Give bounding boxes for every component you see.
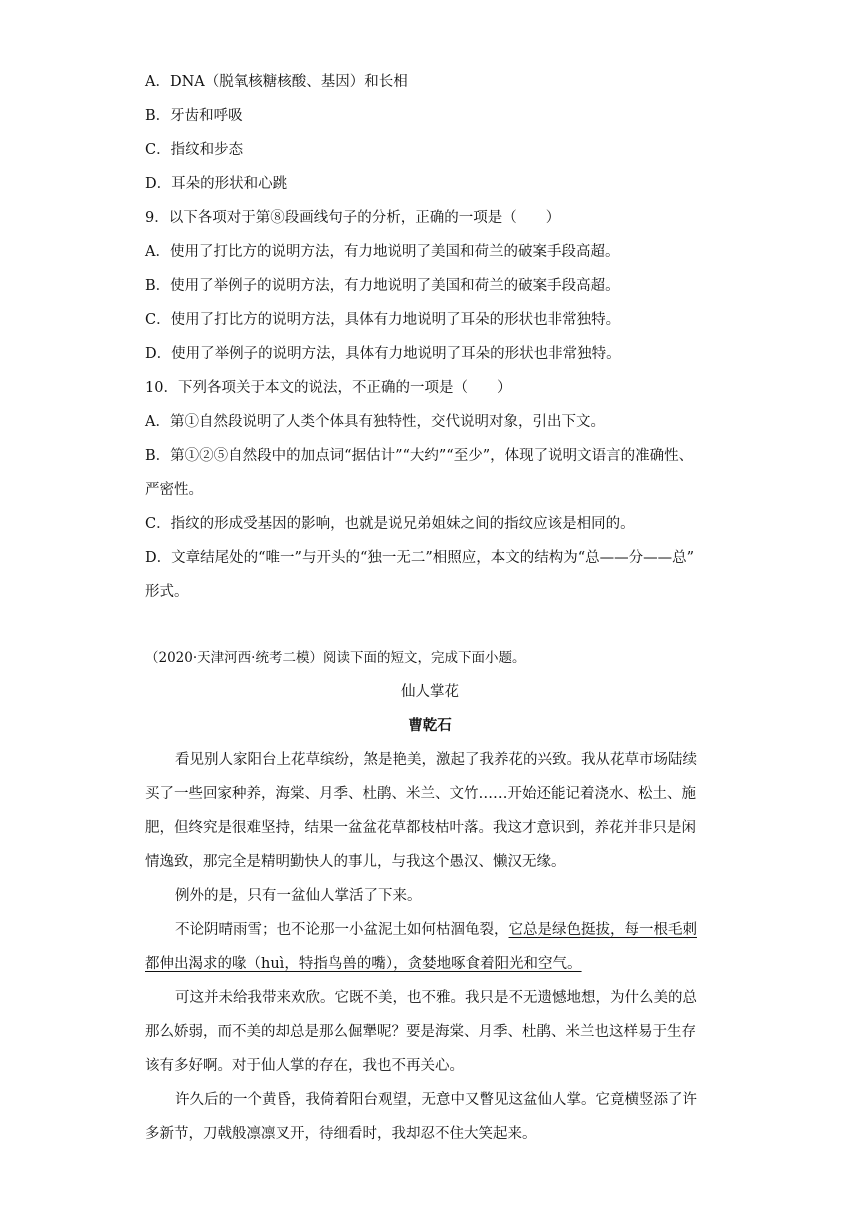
q10-option-a: A．第①自然段说明了人类个体具有独特性，交代说明对象，引出下文。 (145, 414, 605, 430)
q8-option-b: B．牙齿和呼吸 (145, 108, 243, 124)
q10-option-d-line1: D．文章结尾处的“唯一”与开头的“独一无二”相照应，本文的结构为“总——分——总” (145, 550, 695, 566)
q10-option-b-line1: B．第①②⑤自然段中的加点词“据估计”“大约”“至少”，体现了说明文语言的准确性、 (145, 448, 694, 464)
q8-option-d: D．耳朵的形状和心跳 (145, 176, 288, 192)
paragraph-5-line-1: 许久后的一个黄昏，我倚着阳台观望，无意中又瞥见这盆仙人掌。它竟横竖添了许 (175, 1092, 697, 1108)
q8-option-c: C．指纹和步态 (145, 142, 244, 158)
q8-option-a: A．DNA（脱氧核糖核酸、基因）和长相 (145, 74, 408, 90)
paragraph-2: 例外的是，只有一盆仙人掌活了下来。 (175, 888, 422, 904)
paragraph-3-plain-text: 不论阴晴雨雪；也不论那一小盆泥土如何枯涸龟裂， (175, 922, 509, 938)
paragraph-4-line-1: 可这并未给我带来欢欣。它既不美，也不雅。我只是不无遗憾地想，为什么美的总 (175, 990, 697, 1006)
q9-stem: 9．以下各项对于第⑧段画线句子的分析，正确的一项是（ ） (145, 210, 561, 226)
paragraph-4-line-3: 该有多好啊。对于仙人掌的存在，我也不再关心。 (145, 1058, 464, 1074)
passage-title: 仙人掌花 (401, 684, 459, 700)
q10-option-d-line2: 形式。 (145, 584, 189, 600)
q9-option-d: D．使用了举例子的说明方法，具体有力地说明了耳朵的形状也非常独特。 (145, 346, 621, 362)
underlined-sentence-part-2: 都伸出渴求的喙（huì，特指鸟兽的嘴），贪婪地啄食着阳光和空气。 (145, 956, 582, 972)
paragraph-1-line-2: 买了一些回家种养，海棠、月季、杜鹃、米兰、文竹……开始还能记着浇水、松土、施 (145, 786, 696, 802)
q10-option-b-line2: 严密性。 (145, 482, 203, 498)
q9-option-a: A．使用了打比方的说明方法，有力地说明了美国和荷兰的破案手段高超。 (145, 244, 620, 260)
q10-stem: 10．下列各项关于本文的说法，不正确的一项是（ ） (145, 380, 512, 396)
paragraph-3-line-2 (145, 954, 725, 974)
q9-option-b: B．使用了举例子的说明方法，有力地说明了美国和荷兰的破案手段高超。 (145, 278, 620, 294)
reading-source: （2020·天津河西·统考二模）阅读下面的短文，完成下面小题。 (145, 650, 526, 666)
paragraph-1-line-3: 肥，但终究是很难坚持，结果一盆盆花草都枝枯叶落。我这才意识到，养花并非只是闲 (145, 820, 696, 836)
paragraph-3-line-1 (175, 920, 755, 940)
paragraph-1-line-1: 看见别人家阳台上花草缤纷，煞是艳美，激起了我养花的兴致。我从花草市场陆续 (175, 752, 697, 768)
passage-author: 曹乾石 (408, 717, 452, 734)
paragraph-1-line-4: 情逸致，那完全是精明勤快人的事儿，与我这个愚汉、懒汉无缘。 (145, 854, 566, 870)
paragraph-4-line-2: 那么娇弱，而不美的却总是那么倔犟呢？要是海棠、月季、杜鹃、米兰也这样易于生存 (145, 1024, 696, 1040)
underlined-sentence-part-1: 它总是绿色挺拔，每一根毛刺 (508, 922, 697, 938)
paragraph-5-line-2: 多新节，刀戟般凛凛叉开，待细看时，我却忍不住大笑起来。 (145, 1126, 537, 1142)
q10-option-c: C．指纹的形成受基因的影响，也就是说兄弟姐妹之间的指纹应该是相同的。 (145, 516, 635, 532)
q9-option-c: C．使用了打比方的说明方法，具体有力地说明了耳朵的形状也非常独特。 (145, 312, 621, 328)
